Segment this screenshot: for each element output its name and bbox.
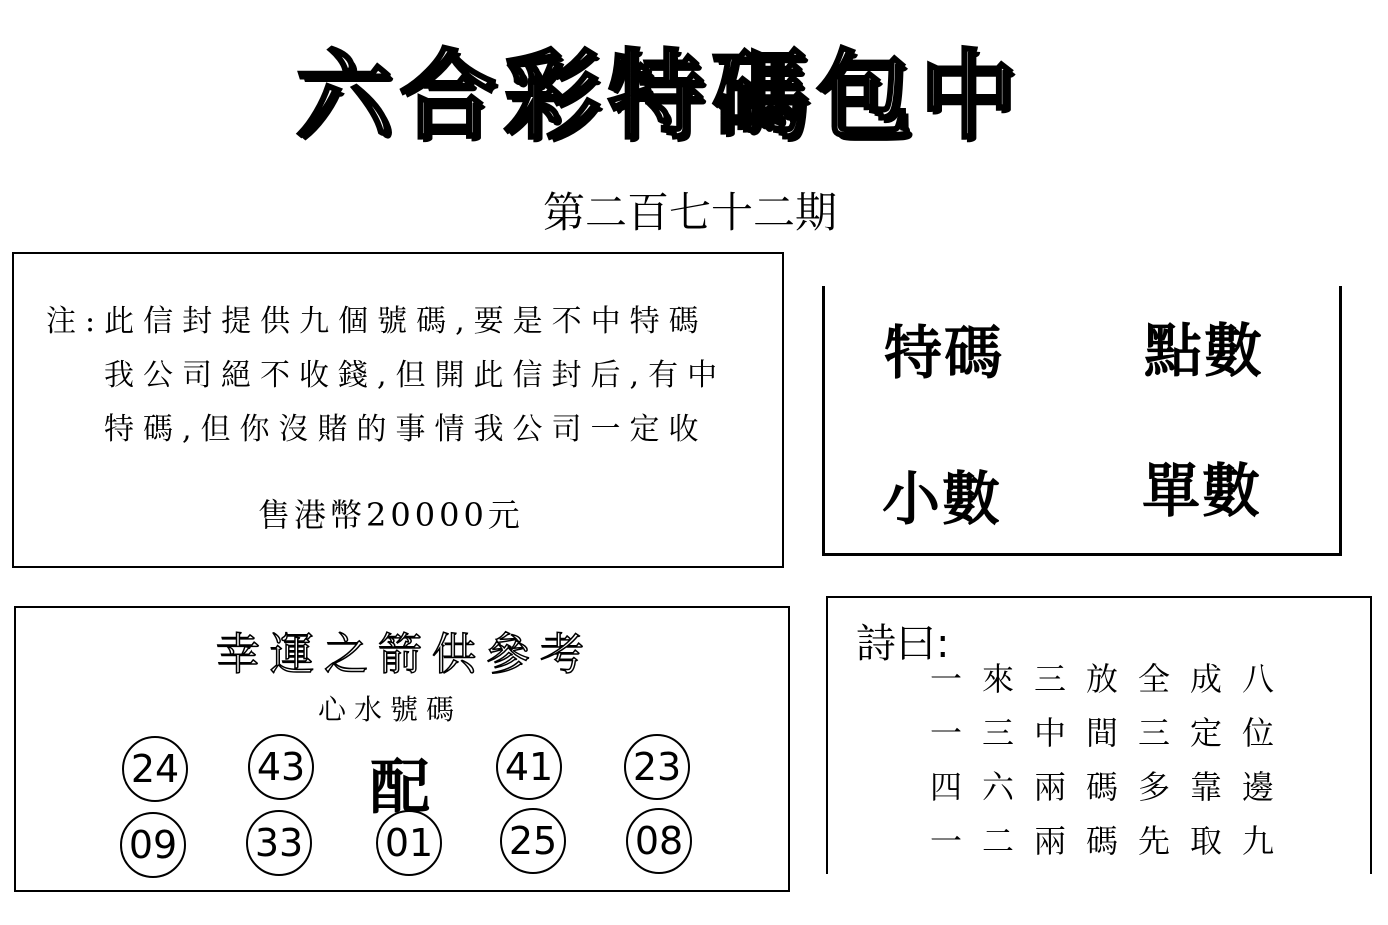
issue-number: 第二百七十二期 <box>542 188 837 237</box>
pei-label: 配 <box>370 753 430 823</box>
number-ball: 24 <box>122 736 188 802</box>
notice-line-3: 特碼,但你沒賭的事情我公司一定收 <box>104 412 708 447</box>
poem-label: 詩曰: <box>856 621 950 667</box>
number-ball: 25 <box>500 808 566 874</box>
tip-special-number: 特碼 <box>884 319 1005 387</box>
poem-line-4: 一二兩碼先取九 <box>930 822 1295 860</box>
tip-small: 小數 <box>882 465 1003 533</box>
number-ball: 43 <box>248 734 314 800</box>
number-ball: 33 <box>246 810 312 876</box>
number-ball: 41 <box>496 734 562 800</box>
number-ball: 08 <box>626 808 692 874</box>
notice-line-2: 我公司絕不收錢,但開此信封后,有中 <box>104 358 727 393</box>
notice-line-1: 注:此信封提供九個號碼,要是不中特碼 <box>46 304 708 339</box>
tip-odd: 單數 <box>1142 457 1263 525</box>
poem-line-2: 一三中間三定位 <box>930 714 1295 752</box>
number-ball: 23 <box>624 734 690 800</box>
number-ball: 01 <box>376 810 442 876</box>
page-title: 六合彩特碼包中 <box>296 38 1024 152</box>
number-ball: 09 <box>120 812 186 878</box>
poem-line-3: 四六兩碼多靠邊 <box>930 768 1295 806</box>
price-text: 售港幣20000元 <box>258 496 524 534</box>
lucky-title: 幸運之箭供參考 <box>216 629 594 680</box>
poem-line-1: 一來三放全成八 <box>930 660 1295 698</box>
lucky-subtitle: 心水號碼 <box>317 693 462 726</box>
tip-points: 點數 <box>1144 317 1265 385</box>
